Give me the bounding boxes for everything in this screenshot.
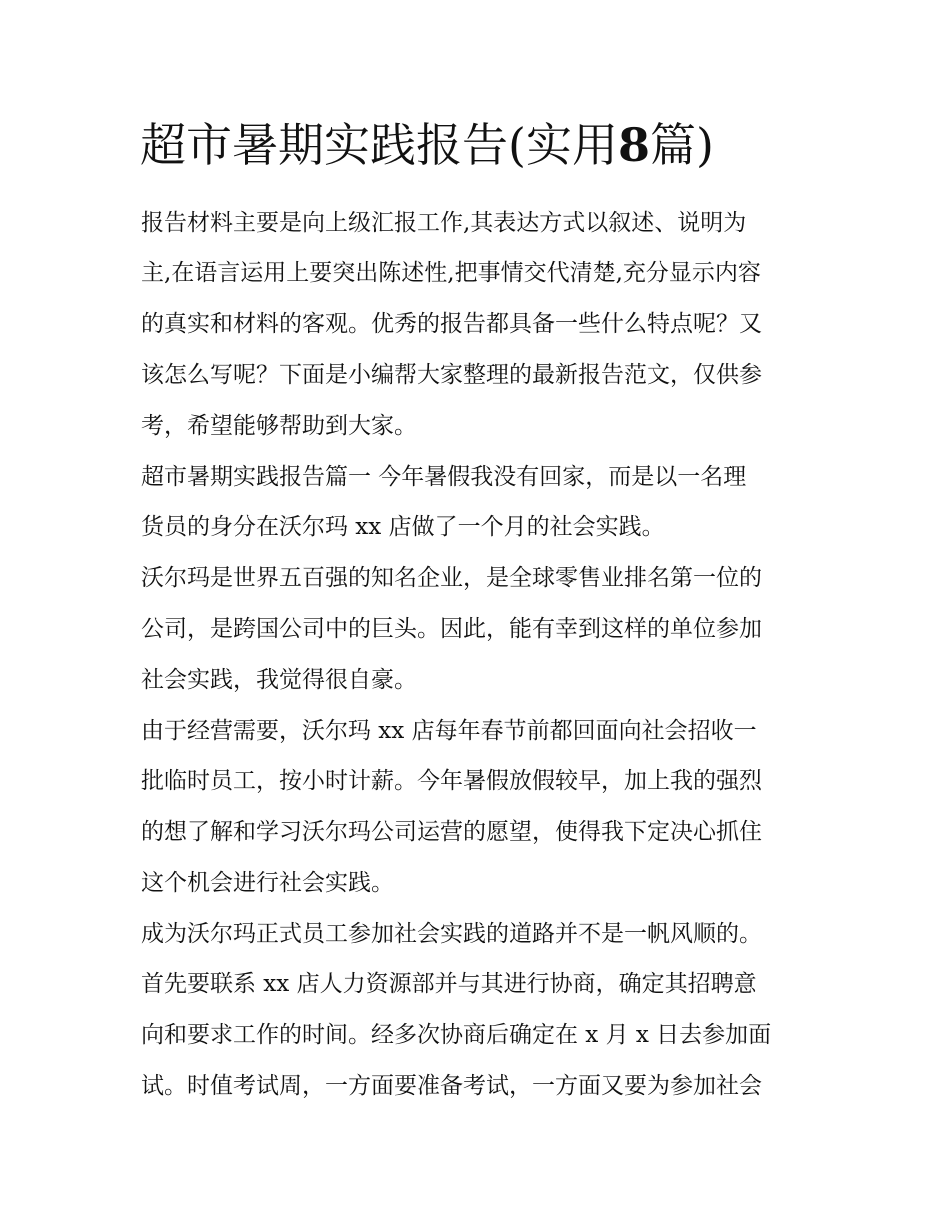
body-line-9: 公司，是跨国公司中的巨头。因此，能有幸到这样的单位参加 (141, 616, 762, 642)
title-tail: 篇) (649, 118, 714, 172)
body-line-15: 成为沃尔玛正式员工参加社会实践的道路并不是一帆风顺的。 (141, 921, 762, 947)
body-line-16: 首先要联系 xx 店人力资源部并与其进行协商，确定其招聘意 (141, 971, 757, 997)
body-line-1: 报告材料主要是向上级汇报工作,其表达方式以叙述、说明为 (141, 210, 747, 236)
body-line-14: 这个机会进行社会实践。 (141, 870, 394, 896)
body-line-13: 的想了解和学习沃尔玛公司运营的愿望，使得我下定决心抓住 (141, 819, 762, 845)
body-line-6: 超市暑期实践报告篇一 今年暑假我没有回家，而是以一名理 (141, 464, 747, 490)
body-line-7: 货员的身分在沃尔玛 xx 店做了一个月的社会实践。 (141, 514, 665, 540)
title-main: 超市暑期实践报告(实用 (140, 118, 618, 172)
body-line-18: 试。时值考试周，一方面要准备考试，一方面又要为参加社会 (141, 1073, 762, 1099)
body-line-17: 向和要求工作的时间。经多次协商后确定在 x 月 x 日去参加面 (141, 1022, 772, 1048)
body-line-5: 考，希望能够帮助到大家。 (141, 413, 417, 439)
body-line-3: 的真实和材料的客观。优秀的报告都具备一些什么特点呢？又 (141, 311, 762, 337)
body-line-4: 该怎么写呢？下面是小编帮大家整理的最新报告范文，仅供参 (141, 362, 762, 388)
body-line-2: 主,在语言运用上要突出陈述性,把事情交代清楚,充分显示内容 (141, 260, 761, 286)
body-line-12: 批临时员工，按小时计薪。今年暑假放假较早，加上我的强烈 (141, 768, 762, 794)
body-line-11: 由于经营需要，沃尔玛 xx 店每年春节前都回面向社会招收一 (141, 718, 757, 744)
document-title (140, 112, 840, 178)
body-line-10: 社会实践，我觉得很自豪。 (141, 667, 417, 693)
body-line-8: 沃尔玛是世界五百强的知名企业，是全球零售业排名第一位的 (141, 565, 762, 591)
title-number: 8 (617, 118, 650, 172)
